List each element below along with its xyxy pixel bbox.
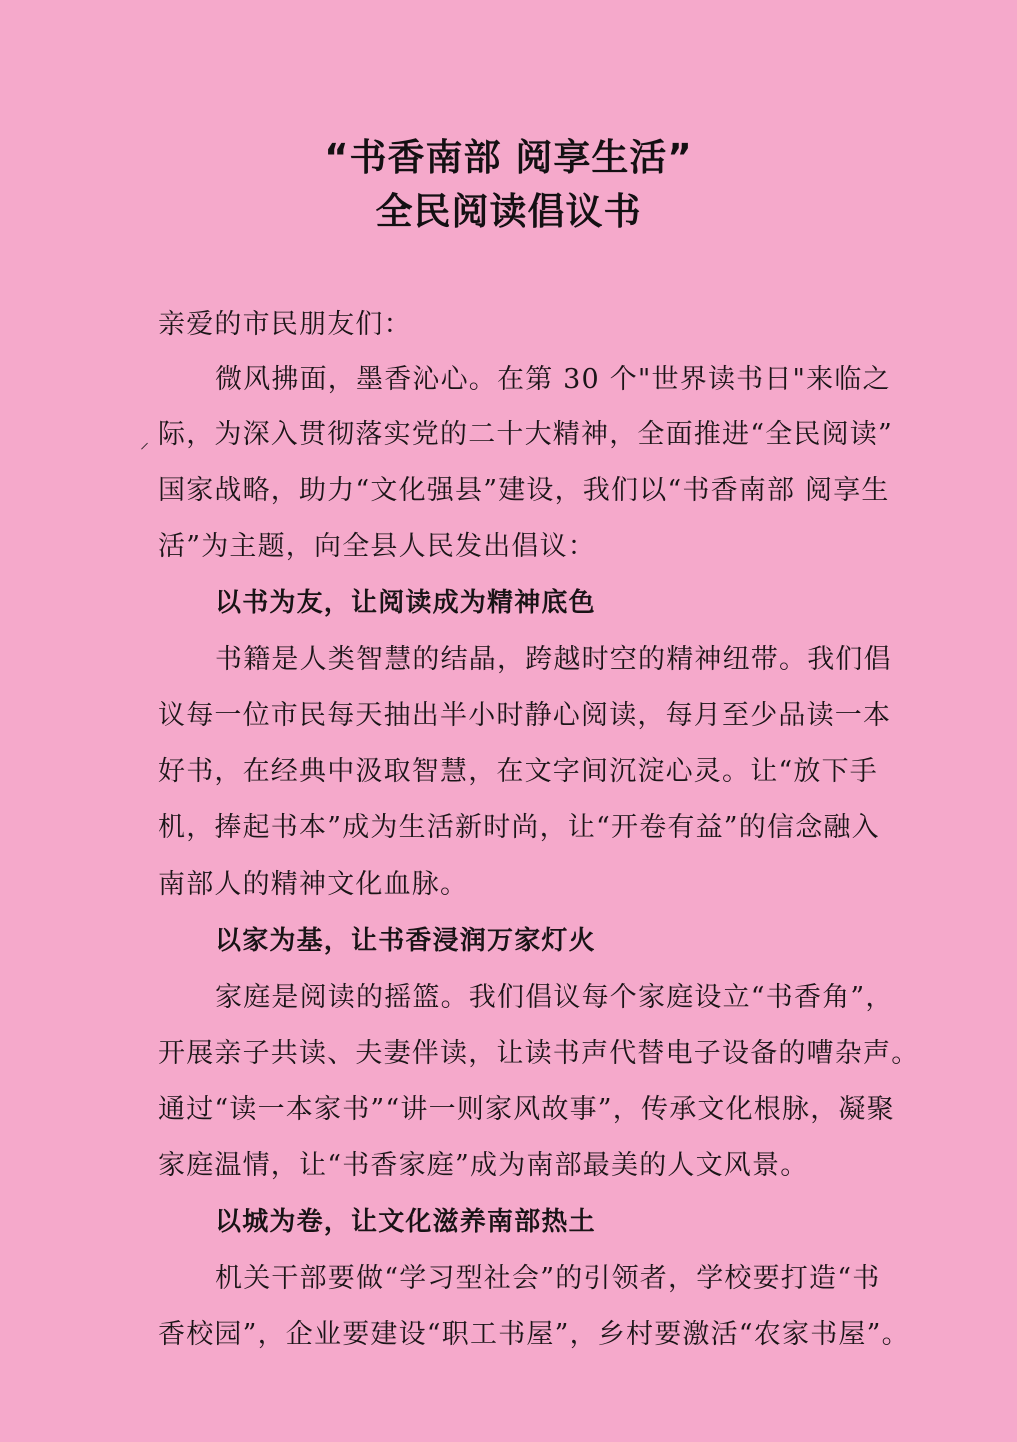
intro-line-4: 活”为主题，向全县人民发出倡议： [158, 531, 597, 562]
intro-line-3: 国家战略，助力“文化强县”建设，我们以“书香南部 阅享生 [158, 475, 890, 506]
section-2-heading: 以家为基，让书香浸润万家灯火 [215, 926, 596, 956]
section-3-heading: 以城为卷，让文化滋养南部热土 [215, 1207, 596, 1237]
section-2-line-3: 通过“读一本家书”“讲一则家风故事”，传承文化根脉，凝聚 [158, 1094, 895, 1125]
intro-line-1: 微风拂面，墨香沁心。在第 30 个"世界读书日"来临之 [215, 364, 891, 395]
section-3-line-2: 香校园”，企业要建设“职工书屋”，乡村要激活“农家书屋”。 [158, 1319, 910, 1350]
section-2-line-1: 家庭是阅读的摇篮。我们倡议每个家庭设立“书香角”， [215, 982, 894, 1013]
stray-pen-mark: ⸝ [140, 432, 149, 453]
section-1-line-4: 机，捧起书本”成为生活新时尚，让“开卷有益”的信念融入 [158, 812, 880, 843]
section-3-line-1: 机关干部要做“学习型社会”的引领者，学校要打造“书 [215, 1263, 881, 1294]
section-1-line-3: 好书，在经典中汲取智慧，在文字间沉淀心灵。让“放下手 [158, 756, 879, 787]
salutation: 亲爱的市民朋友们： [158, 309, 412, 340]
section-2-line-2: 开展亲子共读、夫妻伴读，让读书声代替电子设备的嘈杂声。 [158, 1038, 920, 1069]
section-1-line-5: 南部人的精神文化血脉。 [158, 869, 469, 900]
section-1-line-2: 议每一位市民每天抽出半小时静心阅读，每月至少品读一本 [158, 700, 892, 731]
section-1-line-1: 书籍是人类智慧的结晶，跨越时空的精神纽带。我们倡 [215, 644, 892, 675]
document-title-line2: 全民阅读倡议书 [375, 190, 642, 233]
section-2-line-4: 家庭温情，让“书香家庭”成为南部最美的人文风景。 [158, 1150, 809, 1181]
section-1-heading: 以书为友，让阅读成为精神底色 [215, 588, 596, 618]
intro-line-2: 际，为深入贯彻落实党的二十大精神，全面推进“全民阅读” [158, 419, 894, 450]
document-title-line1: “书香南部 阅享生活” [324, 136, 693, 179]
